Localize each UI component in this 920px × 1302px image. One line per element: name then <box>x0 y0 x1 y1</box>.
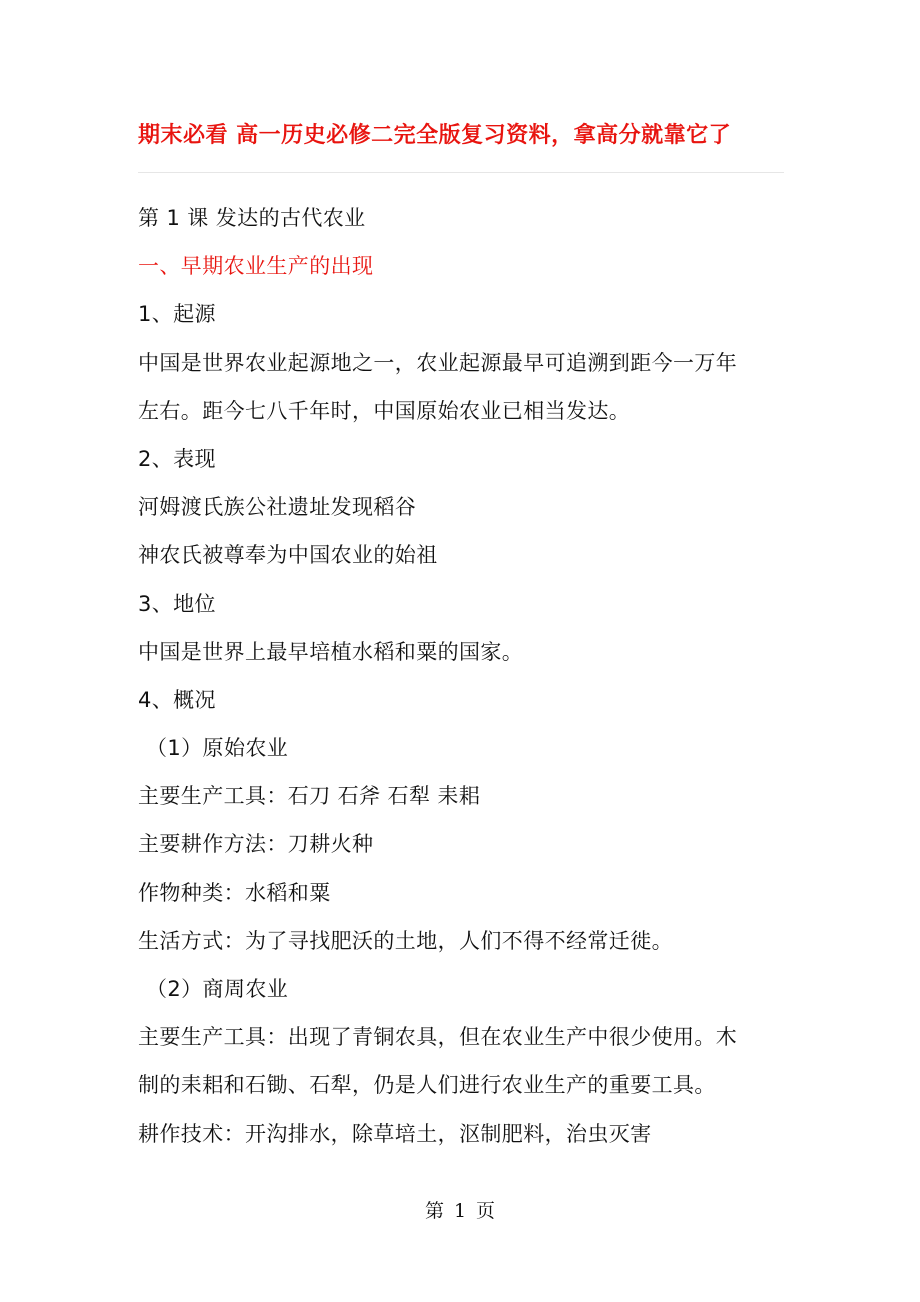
footer-prefix: 第 <box>424 1200 444 1222</box>
subheading-status: 3、地位 <box>138 591 216 616</box>
paragraph-line: 主要生产工具：出现了青铜农具，但在农业生产中很少使用。木 <box>138 1025 738 1050</box>
paragraph-line: 左右。距今七八千年时，中国原始农业已相当发达。 <box>138 398 631 423</box>
subheading-manifestation: 2、表现 <box>138 446 216 471</box>
title-divider <box>138 172 784 173</box>
paragraph-line: 中国是世界上最早培植水稻和粟的国家。 <box>138 639 524 664</box>
paragraph-line: 作物种类：水稻和粟 <box>138 880 331 905</box>
lesson-title: 第 1 课 发达的古代农业 <box>138 206 366 230</box>
paragraph-line: 耕作技术：开沟排水，除草培土，沤制肥料，治虫灭害 <box>138 1121 652 1146</box>
section-heading: 一、早期农业生产的出现 <box>138 254 374 279</box>
document-body <box>138 194 788 1158</box>
paragraph-line: 主要生产工具：石刀 石斧 石犁 耒耜 <box>138 784 481 809</box>
document-title: 期末必看 高一历史必修二完全版复习资料，拿高分就靠它了 <box>138 123 732 148</box>
page-footer <box>0 1196 920 1223</box>
footer-suffix: 页 <box>476 1200 496 1222</box>
sub-subheading-primitive: （1）原始农业 <box>146 736 289 761</box>
paragraph-line: 河姆渡氏族公社遗址发现稻谷 <box>138 495 417 520</box>
subheading-origin: 1、起源 <box>138 302 216 327</box>
page-number: 1 <box>453 1200 467 1222</box>
sub-subheading-shang-zhou: （2）商周农业 <box>146 977 289 1001</box>
paragraph-line: 制的耒耜和石锄、石犁，仍是人们进行农业生产的重要工具。 <box>138 1073 716 1098</box>
paragraph-line: 中国是世界农业起源地之一，农业起源最早可追溯到距今一万年 <box>138 350 738 375</box>
subheading-overview: 4、概况 <box>138 687 216 712</box>
paragraph-line: 神农氏被尊奉为中国农业的始祖 <box>138 543 438 568</box>
paragraph-line: 主要耕作方法：刀耕火种 <box>138 832 374 857</box>
paragraph-line: 生活方式：为了寻找肥沃的土地，人们不得不经常迁徙。 <box>138 928 673 953</box>
